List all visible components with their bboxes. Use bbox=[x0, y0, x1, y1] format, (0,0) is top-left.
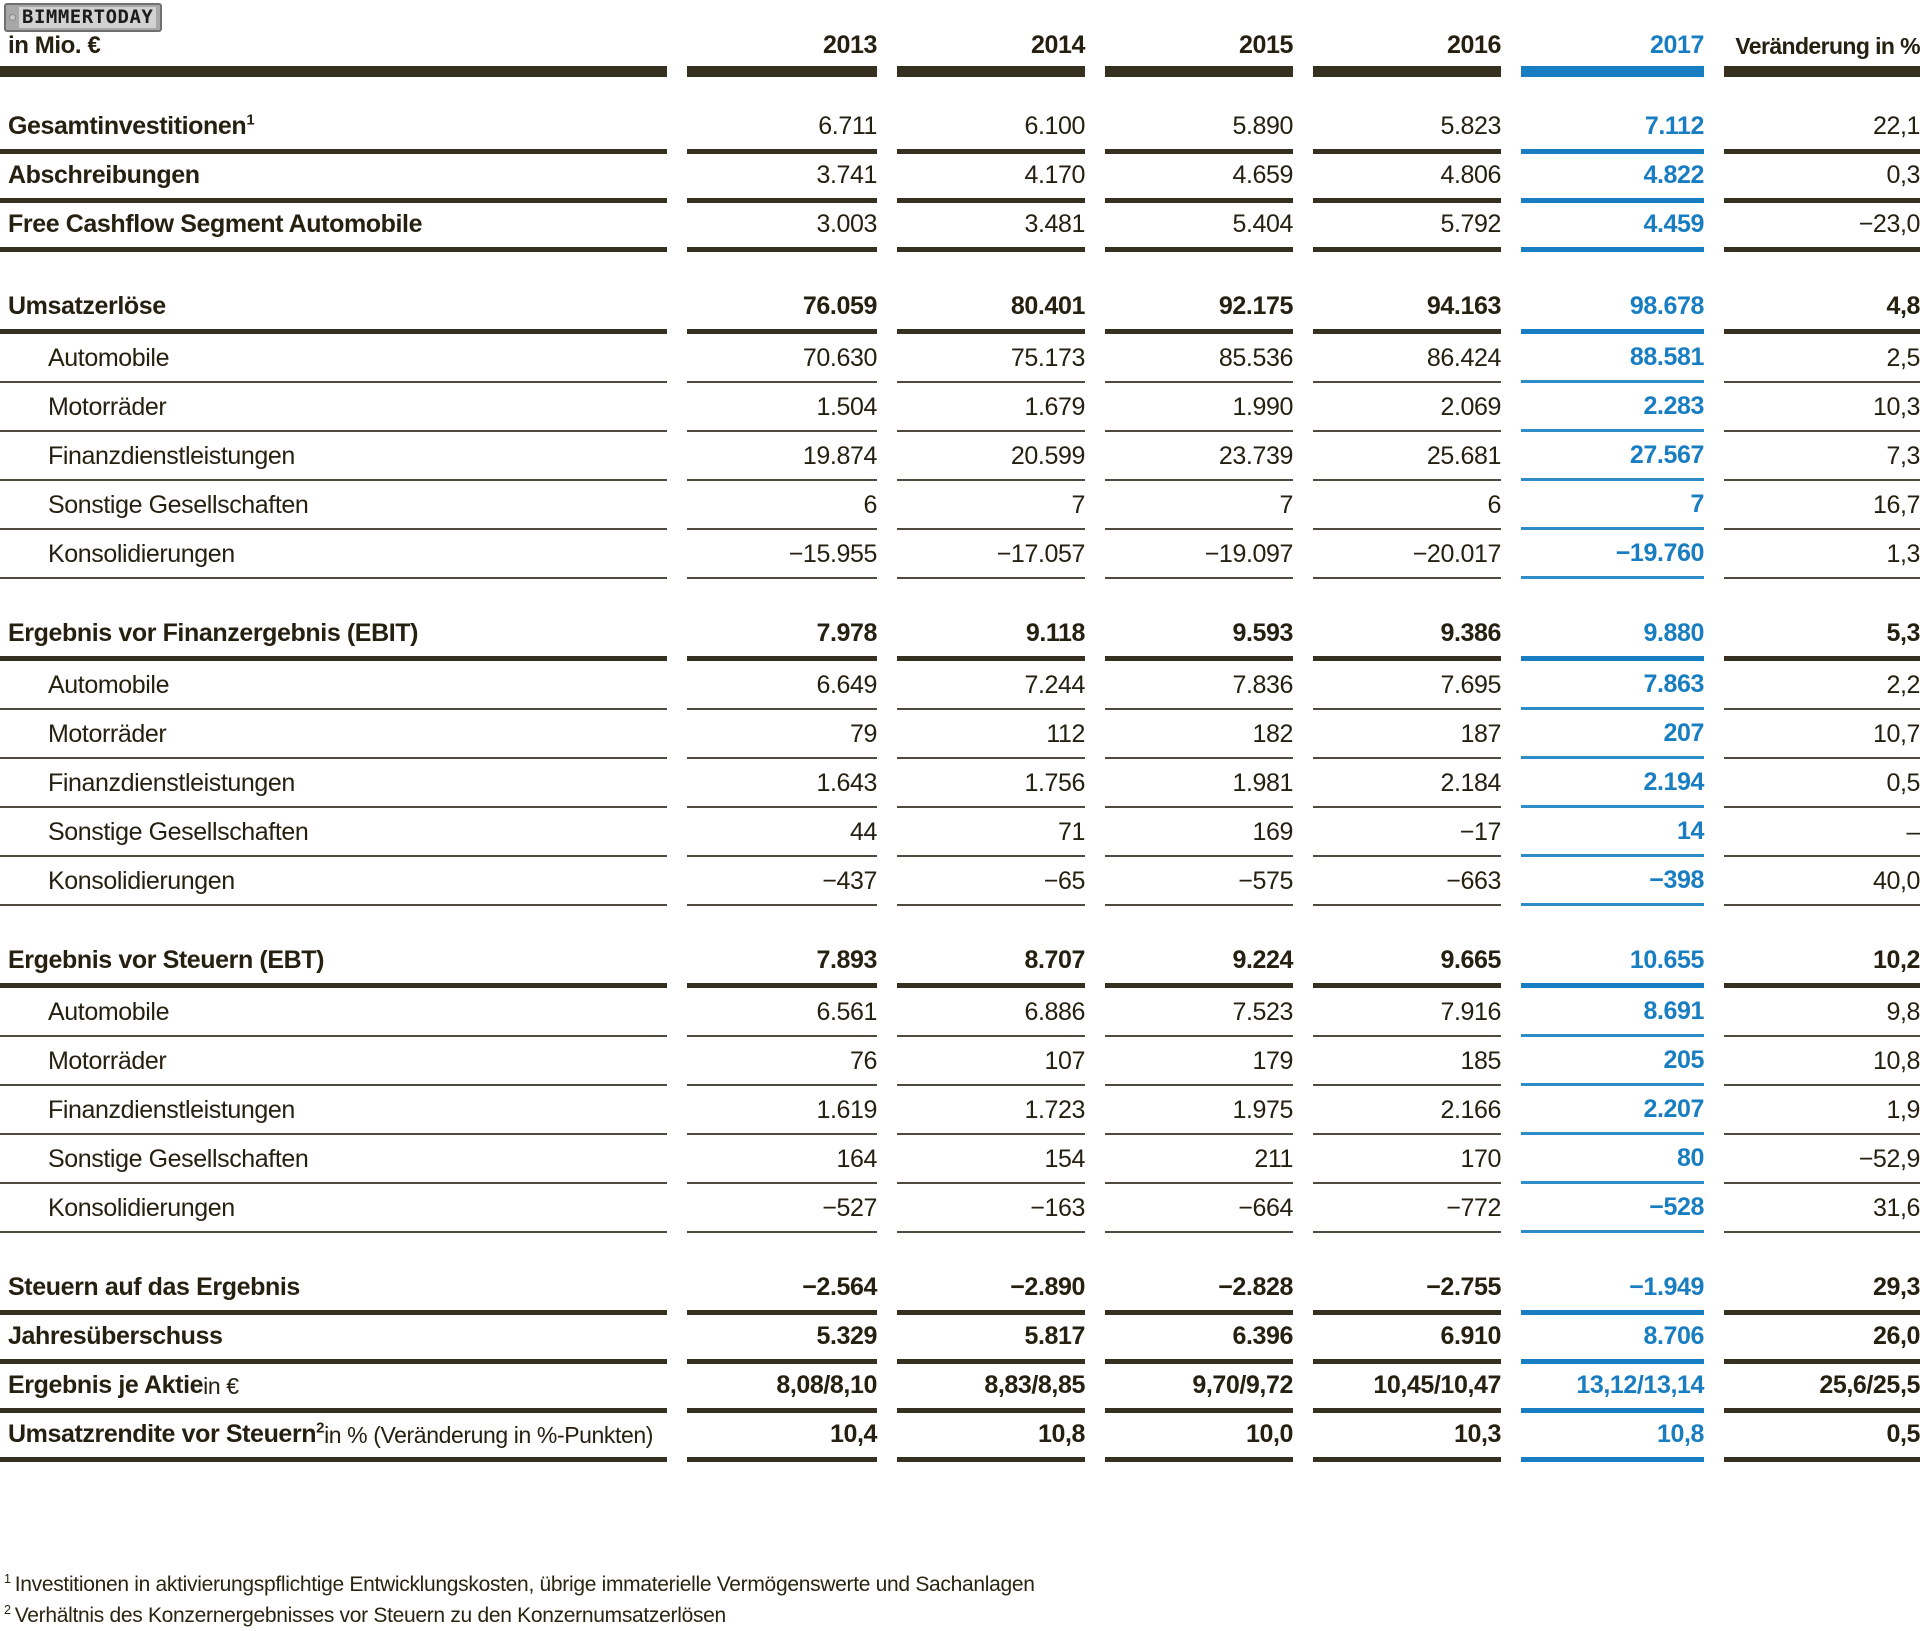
value-2016: −20.017 bbox=[1313, 530, 1501, 579]
value-2016: −663 bbox=[1313, 857, 1501, 906]
value-2013: 6.649 bbox=[687, 661, 877, 710]
value-2014: 75.173 bbox=[897, 334, 1085, 383]
value-2015: 1.981 bbox=[1105, 759, 1293, 808]
value-change-pct: 16,7 bbox=[1724, 481, 1920, 530]
value-2016: −17 bbox=[1313, 808, 1501, 857]
value-2015: −2.828 bbox=[1105, 1266, 1293, 1315]
value-2013: −15.955 bbox=[687, 530, 877, 579]
value-2016: 2.184 bbox=[1313, 759, 1501, 808]
table-row bbox=[0, 1364, 1920, 1413]
footnote-ref: 1 bbox=[246, 111, 255, 129]
table-row bbox=[0, 612, 1920, 661]
value-2014: 4.170 bbox=[897, 154, 1085, 203]
value-2015: 211 bbox=[1105, 1135, 1293, 1184]
table-row bbox=[0, 530, 1920, 579]
value-2014: 112 bbox=[897, 710, 1085, 759]
value-2016: 86.424 bbox=[1313, 334, 1501, 383]
value-2014: 3.481 bbox=[897, 203, 1085, 252]
column-header-2015: 2015 bbox=[1105, 30, 1293, 77]
table-row bbox=[0, 285, 1920, 334]
value-2016: 5.792 bbox=[1313, 203, 1501, 252]
row-label: Finanzdienstleistungen bbox=[0, 759, 667, 808]
value-2013: 1.643 bbox=[687, 759, 877, 808]
footnote-ref: 2 bbox=[316, 1419, 325, 1437]
value-2017: 8.691 bbox=[1521, 988, 1704, 1037]
value-2013: 6 bbox=[687, 481, 877, 530]
value-2017: 2.207 bbox=[1521, 1086, 1704, 1135]
value-2014: 154 bbox=[897, 1135, 1085, 1184]
value-2015: 92.175 bbox=[1105, 285, 1293, 334]
value-2017: 10,8 bbox=[1521, 1413, 1704, 1462]
table-row bbox=[0, 1266, 1920, 1315]
value-2016: 2.166 bbox=[1313, 1086, 1501, 1135]
value-2015: 9.224 bbox=[1105, 939, 1293, 988]
header-gap bbox=[0, 77, 1920, 105]
value-2013: 6.711 bbox=[687, 105, 877, 154]
value-2014: 1.679 bbox=[897, 383, 1085, 432]
value-change-pct: 4,8 bbox=[1724, 285, 1920, 334]
row-label-suffix: in € bbox=[203, 1373, 239, 1399]
value-change-pct: 1,9 bbox=[1724, 1086, 1920, 1135]
table-row bbox=[0, 1037, 1920, 1086]
value-2013: 79 bbox=[687, 710, 877, 759]
value-2016: 5.823 bbox=[1313, 105, 1501, 154]
value-2014: −2.890 bbox=[897, 1266, 1085, 1315]
value-change-pct: 0,5 bbox=[1724, 759, 1920, 808]
value-2013: 44 bbox=[687, 808, 877, 857]
row-label: Abschreibungen bbox=[0, 154, 667, 203]
value-change-pct: 29,3 bbox=[1724, 1266, 1920, 1315]
value-2014: 80.401 bbox=[897, 285, 1085, 334]
table-body bbox=[0, 105, 1920, 1462]
value-2017: 207 bbox=[1521, 710, 1704, 759]
value-2013: −527 bbox=[687, 1184, 877, 1233]
value-change-pct: 22,1 bbox=[1724, 105, 1920, 154]
value-2015: 7 bbox=[1105, 481, 1293, 530]
watermark-text: BIMMERTODAY bbox=[19, 7, 156, 28]
row-label: Ergebnis vor Steuern (EBT) bbox=[0, 939, 667, 988]
table-row bbox=[0, 481, 1920, 530]
value-change-pct: 10,2 bbox=[1724, 939, 1920, 988]
value-2016: −772 bbox=[1313, 1184, 1501, 1233]
value-2016: 7.695 bbox=[1313, 661, 1501, 710]
table-row bbox=[0, 1184, 1920, 1233]
row-label: Umsatzrendite vor Steuern$^2$ in % (Veränderung in %-Punkten) bbox=[0, 1413, 667, 1462]
value-2014: 5.817 bbox=[897, 1315, 1085, 1364]
value-2013: 7.893 bbox=[687, 939, 877, 988]
bmw-key-figures-table bbox=[0, 30, 1920, 1462]
value-2017: 8.706 bbox=[1521, 1315, 1704, 1364]
value-2014: 1.723 bbox=[897, 1086, 1085, 1135]
row-label: Konsolidierungen bbox=[0, 857, 667, 906]
row-label: Motorräder bbox=[0, 710, 667, 759]
value-2013: 164 bbox=[687, 1135, 877, 1184]
value-2015: −575 bbox=[1105, 857, 1293, 906]
row-label: Finanzdienstleistungen bbox=[0, 1086, 667, 1135]
column-header-change: Veränderung in % bbox=[1724, 30, 1920, 77]
value-2017: 7.112 bbox=[1521, 105, 1704, 154]
value-2015: 182 bbox=[1105, 710, 1293, 759]
value-2015: 23.739 bbox=[1105, 432, 1293, 481]
value-2013: 6.561 bbox=[687, 988, 877, 1037]
value-change-pct: – bbox=[1724, 808, 1920, 857]
column-header-2017: 2017 bbox=[1521, 30, 1704, 77]
group-spacer bbox=[0, 906, 1920, 939]
value-2017: 205 bbox=[1521, 1037, 1704, 1086]
unit-label: in Mio. € bbox=[0, 30, 667, 77]
value-2017: 9.880 bbox=[1521, 612, 1704, 661]
value-2015: 169 bbox=[1105, 808, 1293, 857]
value-2017: 2.283 bbox=[1521, 383, 1704, 432]
value-2013: 19.874 bbox=[687, 432, 877, 481]
table-row bbox=[0, 808, 1920, 857]
value-change-pct: 10,3 bbox=[1724, 383, 1920, 432]
value-2016: 4.806 bbox=[1313, 154, 1501, 203]
value-2016: 6 bbox=[1313, 481, 1501, 530]
value-change-pct: 0,5 bbox=[1724, 1413, 1920, 1462]
row-label: Finanzdienstleistungen bbox=[0, 432, 667, 481]
value-2017: 88.581 bbox=[1521, 334, 1704, 383]
value-2014: 8,83/8,85 bbox=[897, 1364, 1085, 1413]
value-change-pct: 40,0 bbox=[1724, 857, 1920, 906]
row-label: Motorräder bbox=[0, 383, 667, 432]
value-2013: 7.978 bbox=[687, 612, 877, 661]
value-2017: −19.760 bbox=[1521, 530, 1704, 579]
value-2013: 8,08/8,10 bbox=[687, 1364, 877, 1413]
value-change-pct: 31,6 bbox=[1724, 1184, 1920, 1233]
value-2017: 80 bbox=[1521, 1135, 1704, 1184]
value-2015: 6.396 bbox=[1105, 1315, 1293, 1364]
value-2016: 185 bbox=[1313, 1037, 1501, 1086]
value-2016: 6.910 bbox=[1313, 1315, 1501, 1364]
value-2013: 3.003 bbox=[687, 203, 877, 252]
table-row bbox=[0, 759, 1920, 808]
value-2014: 8.707 bbox=[897, 939, 1085, 988]
table-row bbox=[0, 334, 1920, 383]
row-label: Ergebnis je Aktie in € bbox=[0, 1364, 667, 1413]
row-label: Sonstige Gesellschaften bbox=[0, 808, 667, 857]
column-header-2016: 2016 bbox=[1313, 30, 1501, 77]
value-2016: 25.681 bbox=[1313, 432, 1501, 481]
value-2016: 9.665 bbox=[1313, 939, 1501, 988]
value-2014: −17.057 bbox=[897, 530, 1085, 579]
value-2013: 5.329 bbox=[687, 1315, 877, 1364]
value-2014: −65 bbox=[897, 857, 1085, 906]
column-header-2014: 2014 bbox=[897, 30, 1085, 77]
row-label: Motorräder bbox=[0, 1037, 667, 1086]
value-2015: 179 bbox=[1105, 1037, 1293, 1086]
group-spacer bbox=[0, 579, 1920, 612]
value-2017: 2.194 bbox=[1521, 759, 1704, 808]
row-label: Steuern auf das Ergebnis bbox=[0, 1266, 667, 1315]
footnote-1-marker: 1 bbox=[4, 1572, 11, 1586]
value-change-pct: −23,0 bbox=[1724, 203, 1920, 252]
table-header-row bbox=[0, 30, 1920, 77]
value-2017: 10.655 bbox=[1521, 939, 1704, 988]
value-2015: 1.990 bbox=[1105, 383, 1293, 432]
value-2016: 187 bbox=[1313, 710, 1501, 759]
column-header-2013: 2013 bbox=[687, 30, 877, 77]
bimmertoday-watermark bbox=[4, 3, 162, 32]
value-2014: 10,8 bbox=[897, 1413, 1085, 1462]
table-row bbox=[0, 661, 1920, 710]
row-label: Gesamtinvestitionen$^1$ bbox=[0, 105, 667, 154]
value-change-pct: 25,6/25,5 bbox=[1724, 1364, 1920, 1413]
value-2017: 7.863 bbox=[1521, 661, 1704, 710]
footnotes bbox=[0, 1569, 1920, 1631]
value-change-pct: 1,3 bbox=[1724, 530, 1920, 579]
row-label: Konsolidierungen bbox=[0, 530, 667, 579]
value-2013: −437 bbox=[687, 857, 877, 906]
value-2014: 107 bbox=[897, 1037, 1085, 1086]
value-2013: 76.059 bbox=[687, 285, 877, 334]
row-label: Jahresüberschuss bbox=[0, 1315, 667, 1364]
value-2017: −398 bbox=[1521, 857, 1704, 906]
value-2015: −19.097 bbox=[1105, 530, 1293, 579]
value-change-pct: 2,5 bbox=[1724, 334, 1920, 383]
footnote-2 bbox=[4, 1600, 1920, 1631]
value-change-pct: −52,9 bbox=[1724, 1135, 1920, 1184]
value-2016: 9.386 bbox=[1313, 612, 1501, 661]
value-2016: 94.163 bbox=[1313, 285, 1501, 334]
plate-seal-icon bbox=[9, 14, 16, 21]
value-2015: 85.536 bbox=[1105, 334, 1293, 383]
table-row bbox=[0, 1413, 1920, 1462]
value-change-pct: 7,3 bbox=[1724, 432, 1920, 481]
footnote-1-text: Investitionen in aktivierungspflichtige Entwicklungskosten, übrige immaterielle Vermögenswerte und Sachanlagen bbox=[14, 1573, 1035, 1596]
value-2014: 6.886 bbox=[897, 988, 1085, 1037]
table-row bbox=[0, 1086, 1920, 1135]
group-spacer bbox=[0, 252, 1920, 285]
footnote-1 bbox=[4, 1569, 1920, 1600]
table-row bbox=[0, 988, 1920, 1037]
value-2016: −2.755 bbox=[1313, 1266, 1501, 1315]
value-2013: 3.741 bbox=[687, 154, 877, 203]
footnote-2-marker: 2 bbox=[4, 1603, 11, 1617]
table-row bbox=[0, 1315, 1920, 1364]
value-change-pct: 10,7 bbox=[1724, 710, 1920, 759]
table-row bbox=[0, 432, 1920, 481]
table-row bbox=[0, 1135, 1920, 1184]
value-change-pct: 10,8 bbox=[1724, 1037, 1920, 1086]
value-2014: 6.100 bbox=[897, 105, 1085, 154]
value-2014: 71 bbox=[897, 808, 1085, 857]
value-2017: 7 bbox=[1521, 481, 1704, 530]
value-2017: 13,12/13,14 bbox=[1521, 1364, 1704, 1413]
value-2016: 7.916 bbox=[1313, 988, 1501, 1037]
value-2013: −2.564 bbox=[687, 1266, 877, 1315]
value-2017: 4.459 bbox=[1521, 203, 1704, 252]
value-2016: 10,45/10,47 bbox=[1313, 1364, 1501, 1413]
table-row bbox=[0, 154, 1920, 203]
table-row bbox=[0, 203, 1920, 252]
row-label: Sonstige Gesellschaften bbox=[0, 481, 667, 530]
value-2017: −528 bbox=[1521, 1184, 1704, 1233]
value-2015: 1.975 bbox=[1105, 1086, 1293, 1135]
value-2016: 2.069 bbox=[1313, 383, 1501, 432]
value-2015: 7.523 bbox=[1105, 988, 1293, 1037]
value-2015: 7.836 bbox=[1105, 661, 1293, 710]
group-spacer bbox=[0, 1233, 1920, 1266]
value-2015: 4.659 bbox=[1105, 154, 1293, 203]
value-2013: 1.504 bbox=[687, 383, 877, 432]
value-2017: −1.949 bbox=[1521, 1266, 1704, 1315]
value-2015: −664 bbox=[1105, 1184, 1293, 1233]
row-label-suffix: in % (Veränderung in %-Punkten) bbox=[324, 1422, 654, 1448]
value-2015: 9.593 bbox=[1105, 612, 1293, 661]
value-2013: 76 bbox=[687, 1037, 877, 1086]
value-2016: 170 bbox=[1313, 1135, 1501, 1184]
value-2014: 7 bbox=[897, 481, 1085, 530]
row-label: Sonstige Gesellschaften bbox=[0, 1135, 667, 1184]
value-2015: 9,70/9,72 bbox=[1105, 1364, 1293, 1413]
table-row bbox=[0, 857, 1920, 906]
row-label: Automobile bbox=[0, 334, 667, 383]
value-2016: 10,3 bbox=[1313, 1413, 1501, 1462]
value-change-pct: 26,0 bbox=[1724, 1315, 1920, 1364]
value-2017: 98.678 bbox=[1521, 285, 1704, 334]
row-label: Automobile bbox=[0, 661, 667, 710]
value-2013: 70.630 bbox=[687, 334, 877, 383]
table-row bbox=[0, 710, 1920, 759]
value-2014: 9.118 bbox=[897, 612, 1085, 661]
value-2017: 4.822 bbox=[1521, 154, 1704, 203]
value-change-pct: 0,3 bbox=[1724, 154, 1920, 203]
table-row bbox=[0, 939, 1920, 988]
value-2017: 14 bbox=[1521, 808, 1704, 857]
value-change-pct: 9,8 bbox=[1724, 988, 1920, 1037]
row-label: Ergebnis vor Finanzergebnis (EBIT) bbox=[0, 612, 667, 661]
row-label: Konsolidierungen bbox=[0, 1184, 667, 1233]
value-2014: 7.244 bbox=[897, 661, 1085, 710]
value-change-pct: 5,3 bbox=[1724, 612, 1920, 661]
row-label: Umsatzerlöse bbox=[0, 285, 667, 334]
footnote-2-text: Verhältnis des Konzernergebnisses vor Steuern zu den Konzernumsatzerlösen bbox=[14, 1604, 726, 1627]
value-2015: 5.404 bbox=[1105, 203, 1293, 252]
value-2017: 27.567 bbox=[1521, 432, 1704, 481]
value-2015: 10,0 bbox=[1105, 1413, 1293, 1462]
row-label: Free Cashflow Segment Automobile bbox=[0, 203, 667, 252]
value-2013: 1.619 bbox=[687, 1086, 877, 1135]
value-2014: 20.599 bbox=[897, 432, 1085, 481]
value-2014: −163 bbox=[897, 1184, 1085, 1233]
value-2015: 5.890 bbox=[1105, 105, 1293, 154]
table-row bbox=[0, 105, 1920, 154]
table-row bbox=[0, 383, 1920, 432]
row-label: Automobile bbox=[0, 988, 667, 1037]
value-2013: 10,4 bbox=[687, 1413, 877, 1462]
value-2014: 1.756 bbox=[897, 759, 1085, 808]
value-change-pct: 2,2 bbox=[1724, 661, 1920, 710]
